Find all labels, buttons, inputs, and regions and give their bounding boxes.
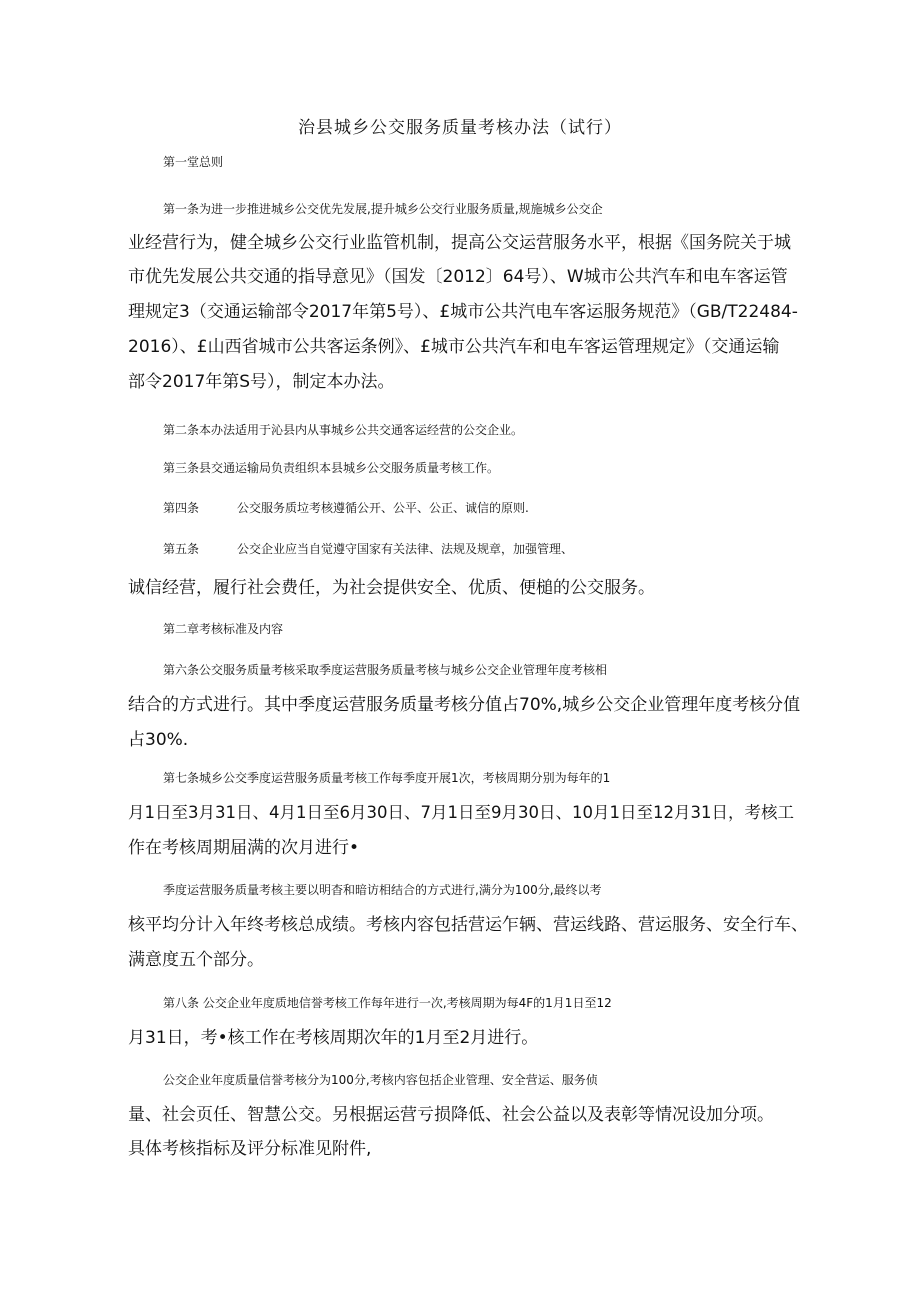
paragraph-line: 市优先发展公共交通的指导意见》（国发〔2012〕64号）、W城市公共汽车和电车客运管 <box>128 267 788 287</box>
document-title: 治县城乡公交服务质量考核办法（试行） <box>298 118 622 138</box>
paragraph-line: 第三条县交通运输局负责组织本县城乡公交服务质量考核工作。 <box>163 461 500 475</box>
paragraph-line: 月1日至3月31日、4月1日至6月30日、7月1日至9月30日、10月1日至12月31日，考核工 <box>128 803 794 822</box>
paragraph-line: 部令2017年第S号），制定本办法。 <box>128 372 395 392</box>
paragraph-line: 理规定3（交通运输部令2017年第5号）、£城市公共汽电车客运服务规范》（GB/T22484- <box>128 302 798 322</box>
chapter-heading: 第一堂总则 <box>163 155 224 169</box>
paragraph-line: 量、社会页任、智慧公交。另根据运营亏损降低、社会公益以及表彰等情况设加分项。 <box>128 1105 774 1125</box>
paragraph-line: 第一条为进一步推进城乡公交优先发展,提升城乡公交行业服务质量,规施城乡公交企 <box>163 202 603 216</box>
article-text: 公交企业应当自觉遵守国家有关法律、法规及规章，加强管理、 <box>237 542 574 556</box>
paragraph-line: 占30%. <box>128 730 189 750</box>
article-text: 公交服务质垃考核遵循公开、公平、公正、诚信的原则. <box>237 501 529 515</box>
paragraph-line: 作在考核周期届满的次月进行• <box>128 838 360 858</box>
paragraph-line: 第七条城乡公交季度运营服务质量考核工作每季度开展1次，考核周期分别为每年的1 <box>163 771 611 785</box>
paragraph-line: 公交企业年度质量信誉考核分为100分,考核内容包括企业管理、安全营运、服务侦 <box>163 1073 598 1087</box>
paragraph-line: 诚信经营，履行社会费任，为社会提供安全、优质、便槌的公交服务。 <box>128 578 655 598</box>
article-row <box>163 496 843 520</box>
paragraph-line: 第六条公交服务质量考核采取季度运营服务质量考核与城乡公交企业管理年度考核相 <box>163 663 608 677</box>
paragraph-line: 核平均分计入年终考核总成绩。考核内容包括营运乍辆、营运线路、营运服务、安全行车、 <box>128 915 808 935</box>
paragraph-line: 具体考核指标及评分标准见附件, <box>128 1139 372 1159</box>
paragraph-line: 2016）、£山西省城市公共客运条例》、£城市公共汽车和电车客运管理规定》（交通运输 <box>128 337 780 357</box>
paragraph-line: 第二条本办法适用于沁县内从事城乡公共交通客运经营的公交企业。 <box>163 423 524 437</box>
paragraph-line: 结合的方式进行。其中季度运营服务质量考核分值占70%,城乡公交企业管理年度考核分值 <box>128 695 801 715</box>
article-row <box>163 537 843 561</box>
paragraph-line: 季度运营服务质量考核主要以明杳和暗访相结合的方式进行,满分为100分,最终以考 <box>163 883 602 897</box>
chapter-heading: 第二章考核标准及内容 <box>163 622 284 636</box>
paragraph-line: 满意度五个部分。 <box>128 950 264 970</box>
article-number: 第五条 <box>163 542 200 556</box>
paragraph-line: 月31日，考•核工作在考核周期次年的1月至2月进行。 <box>128 1028 539 1048</box>
paragraph-line: 第八条 公交企业年度质地信誉考核工作每年进行一次,考核周期为每4F的1月1日至12 <box>163 996 612 1010</box>
article-number: 第四条 <box>163 501 200 515</box>
paragraph-line: 业经营行为，健全城乡公交行业监管机制，提高公交运营服务水平，根据《国务院关于城 <box>128 233 791 253</box>
